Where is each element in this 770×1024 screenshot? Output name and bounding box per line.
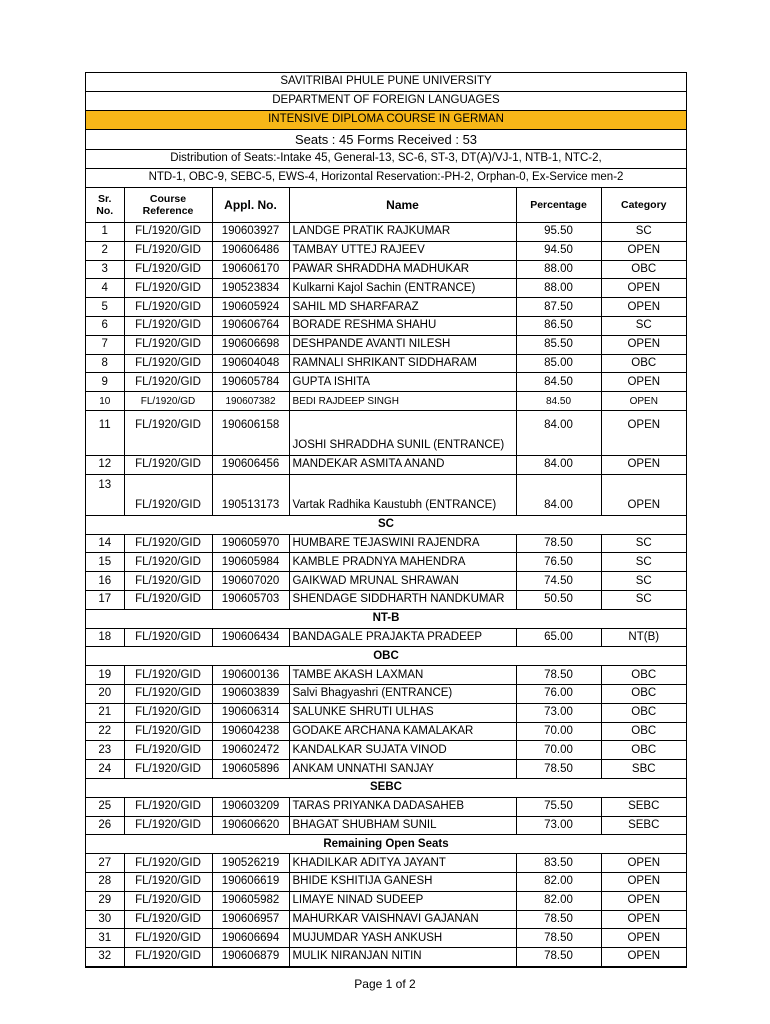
cell-name: HUMBARE TEJASWINI RAJENDRA — [289, 534, 516, 553]
cell-category: SEBC — [601, 797, 686, 816]
cell-percentage: 78.50 — [516, 948, 601, 967]
table-row — [86, 373, 686, 392]
cell-appl-no: 190603927 — [212, 223, 289, 242]
cell-name: GUPTA ISHITA — [289, 373, 516, 392]
cell-percentage: 78.50 — [516, 666, 601, 685]
cell-percentage: 95.50 — [516, 223, 601, 242]
table-row — [86, 590, 686, 609]
cell-sr-no: 18 — [86, 628, 124, 647]
cell-name: DESHPANDE AVANTI NILESH — [289, 335, 516, 354]
section-heading: NT-B — [86, 609, 686, 628]
cell-name: SAHIL MD SHARFARAZ — [289, 298, 516, 317]
cell-sr-no: 28 — [86, 872, 124, 891]
cell-name: MUJUMDAR YASH ANKUSH — [289, 929, 516, 948]
cell-name: KHADILKAR ADITYA JAYANT — [289, 854, 516, 873]
table-row — [86, 241, 686, 260]
cell-name: GODAKE ARCHANA KAMALAKAR — [289, 722, 516, 741]
cell-appl-no: 190526219 — [212, 854, 289, 873]
cell-course-ref: FL/1920/GD — [124, 392, 212, 411]
cell-name: BANDAGALE PRAJAKTA PRADEEP — [289, 628, 516, 647]
cell-percentage: 85.50 — [516, 335, 601, 354]
cell-percentage: 73.00 — [516, 703, 601, 722]
cell-appl-no: 190605703 — [212, 590, 289, 609]
cell-appl-no: 190513173 — [212, 474, 289, 515]
cell-percentage: 82.00 — [516, 891, 601, 910]
cell-name: KANDALKAR SUJATA VINOD — [289, 741, 516, 760]
section-header-row — [86, 835, 686, 854]
cell-category: OPEN — [601, 410, 686, 455]
cell-appl-no: 190606314 — [212, 703, 289, 722]
col-category: Category — [601, 188, 686, 223]
table-row — [86, 722, 686, 741]
cell-name: BHIDE KSHITIJA GANESH — [289, 872, 516, 891]
table-row — [86, 684, 686, 703]
cell-sr-no: 15 — [86, 553, 124, 572]
section-heading: OBC — [86, 647, 686, 666]
cell-course-ref: FL/1920/GID — [124, 260, 212, 279]
cell-percentage: 65.00 — [516, 628, 601, 647]
cell-category: SC — [601, 534, 686, 553]
course-title: INTENSIVE DIPLOMA COURSE IN GERMAN — [86, 111, 686, 130]
cell-course-ref: FL/1920/GID — [124, 534, 212, 553]
cell-name: MAHURKAR VAISHNAVI GAJANAN — [289, 910, 516, 929]
cell-sr-no: 6 — [86, 316, 124, 335]
cell-percentage: 87.50 — [516, 298, 601, 317]
cell-category: SEBC — [601, 816, 686, 835]
cell-percentage: 84.00 — [516, 455, 601, 474]
cell-sr-no: 14 — [86, 534, 124, 553]
section-heading: SEBC — [86, 778, 686, 797]
cell-sr-no: 21 — [86, 703, 124, 722]
cell-appl-no: 190605896 — [212, 760, 289, 779]
cell-course-ref: FL/1920/GID — [124, 684, 212, 703]
cell-category: OPEN — [601, 854, 686, 873]
cell-name: KAMBLE PRADNYA MAHENDRA — [289, 553, 516, 572]
table-row — [86, 223, 686, 242]
cell-course-ref: FL/1920/GID — [124, 948, 212, 967]
page-number: Page 1 of 2 — [354, 977, 416, 991]
cell-percentage: 85.00 — [516, 354, 601, 373]
cell-percentage: 73.00 — [516, 816, 601, 835]
table-row — [86, 628, 686, 647]
cell-name: SHENDAGE SIDDHARTH NANDKUMAR — [289, 590, 516, 609]
cell-course-ref: FL/1920/GID — [124, 929, 212, 948]
cell-course-ref: FL/1920/GID — [124, 410, 212, 455]
cell-name: RAMNALI SHRIKANT SIDDHARAM — [289, 354, 516, 373]
cell-appl-no: 190606158 — [212, 410, 289, 455]
cell-sr-no: 24 — [86, 760, 124, 779]
cell-course-ref: FL/1920/GID — [124, 455, 212, 474]
cell-category: OPEN — [601, 910, 686, 929]
cell-sr-no: 8 — [86, 354, 124, 373]
cell-sr-no: 19 — [86, 666, 124, 685]
cell-course-ref: FL/1920/GID — [124, 572, 212, 591]
cell-name: TAMBAY UTTEJ RAJEEV — [289, 241, 516, 260]
cell-appl-no: 190606879 — [212, 948, 289, 967]
cell-sr-no: 5 — [86, 298, 124, 317]
cell-sr-no: 2 — [86, 241, 124, 260]
cell-category: SC — [601, 553, 686, 572]
cell-name: BEDI RAJDEEP SINGH — [289, 392, 516, 411]
cell-name: MANDEKAR ASMITA ANAND — [289, 455, 516, 474]
cell-name: JOSHI SHRADDHA SUNIL (ENTRANCE) — [289, 410, 516, 455]
cell-name: TARAS PRIYANKA DADASAHEB — [289, 797, 516, 816]
cell-category: SC — [601, 590, 686, 609]
cell-course-ref: FL/1920/GID — [124, 891, 212, 910]
cell-appl-no: 190606698 — [212, 335, 289, 354]
university-title: SAVITRIBAI PHULE PUNE UNIVERSITY — [86, 73, 686, 92]
cell-course-ref: FL/1920/GID — [124, 474, 212, 515]
cell-percentage: 78.50 — [516, 929, 601, 948]
cell-appl-no: 190606694 — [212, 929, 289, 948]
cell-sr-no: 7 — [86, 335, 124, 354]
cell-course-ref: FL/1920/GID — [124, 335, 212, 354]
merit-table — [86, 187, 686, 967]
distribution-line-2: NTD-1, OBC-9, SEBC-5, EWS-4, Horizontal Reservation:-PH-2, Orphan-0, Ex-Service men-2 — [148, 171, 624, 183]
cell-category: OBC — [601, 666, 686, 685]
seats-line: Seats : 45 Forms Received : 53 — [86, 130, 686, 150]
cell-appl-no: 190605924 — [212, 298, 289, 317]
cell-percentage: 50.50 — [516, 590, 601, 609]
section-heading: SC — [86, 515, 686, 534]
cell-percentage: 78.50 — [516, 760, 601, 779]
cell-category: OPEN — [601, 891, 686, 910]
cell-sr-no: 29 — [86, 891, 124, 910]
table-row — [86, 816, 686, 835]
cell-course-ref: FL/1920/GID — [124, 373, 212, 392]
table-row — [86, 260, 686, 279]
cell-course-ref: FL/1920/GID — [124, 241, 212, 260]
table-row — [86, 474, 686, 515]
cell-course-ref: FL/1920/GID — [124, 816, 212, 835]
table-row — [86, 703, 686, 722]
cell-sr-no: 4 — [86, 279, 124, 298]
cell-name: PAWAR SHRADDHA MADHUKAR — [289, 260, 516, 279]
cell-percentage: 88.00 — [516, 260, 601, 279]
cell-course-ref: FL/1920/GID — [124, 354, 212, 373]
cell-category: OPEN — [601, 392, 686, 411]
cell-percentage: 88.00 — [516, 279, 601, 298]
col-percentage: Percentage — [516, 188, 601, 223]
col-course-reference: Course Reference — [124, 188, 212, 223]
cell-category: SC — [601, 223, 686, 242]
table-row — [86, 666, 686, 685]
table-row — [86, 929, 686, 948]
cell-appl-no: 190607382 — [212, 392, 289, 411]
cell-course-ref: FL/1920/GID — [124, 628, 212, 647]
cell-name: Kulkarni Kajol Sachin (ENTRANCE) — [289, 279, 516, 298]
cell-category: OBC — [601, 741, 686, 760]
table-row — [86, 316, 686, 335]
cell-appl-no: 190606434 — [212, 628, 289, 647]
cell-course-ref: FL/1920/GID — [124, 298, 212, 317]
cell-course-ref: FL/1920/GID — [124, 741, 212, 760]
cell-category: OBC — [601, 703, 686, 722]
cell-percentage: 74.50 — [516, 572, 601, 591]
cell-category: OBC — [601, 684, 686, 703]
table-row — [86, 279, 686, 298]
cell-percentage: 84.00 — [516, 410, 601, 455]
cell-appl-no: 190605982 — [212, 891, 289, 910]
cell-category: OBC — [601, 354, 686, 373]
cell-category: OPEN — [601, 335, 686, 354]
cell-sr-no: 31 — [86, 929, 124, 948]
column-header-row — [86, 188, 686, 223]
col-appl-no: Appl. No. — [212, 188, 289, 223]
cell-course-ref: FL/1920/GID — [124, 910, 212, 929]
cell-course-ref: FL/1920/GID — [124, 760, 212, 779]
table-row — [86, 948, 686, 967]
cell-category: OPEN — [601, 241, 686, 260]
cell-percentage: 78.50 — [516, 534, 601, 553]
cell-appl-no: 190606620 — [212, 816, 289, 835]
cell-percentage: 82.00 — [516, 872, 601, 891]
table-row — [86, 335, 686, 354]
cell-name: LANDGE PRATIK RAJKUMAR — [289, 223, 516, 242]
table-row — [86, 741, 686, 760]
cell-category: OPEN — [601, 948, 686, 967]
table-row — [86, 891, 686, 910]
cell-percentage: 78.50 — [516, 910, 601, 929]
cell-appl-no: 190606957 — [212, 910, 289, 929]
cell-sr-no: 1 — [86, 223, 124, 242]
cell-sr-no: 12 — [86, 455, 124, 474]
cell-percentage: 70.00 — [516, 741, 601, 760]
cell-appl-no: 190523834 — [212, 279, 289, 298]
section-header-row — [86, 647, 686, 666]
table-row — [86, 410, 686, 455]
cell-name: LIMAYE NINAD SUDEEP — [289, 891, 516, 910]
cell-category: SBC — [601, 760, 686, 779]
table-row — [86, 553, 686, 572]
section-header-row — [86, 609, 686, 628]
department-title: DEPARTMENT OF FOREIGN LANGUAGES — [86, 92, 686, 111]
cell-appl-no: 190602472 — [212, 741, 289, 760]
cell-name: GAIKWAD MRUNAL SHRAWAN — [289, 572, 516, 591]
table-row — [86, 854, 686, 873]
cell-course-ref: FL/1920/GID — [124, 722, 212, 741]
cell-percentage: 84.50 — [516, 392, 601, 411]
cell-category: OPEN — [601, 373, 686, 392]
table-row — [86, 455, 686, 474]
cell-sr-no: 26 — [86, 816, 124, 835]
table-row — [86, 354, 686, 373]
cell-percentage: 86.50 — [516, 316, 601, 335]
cell-sr-no: 22 — [86, 722, 124, 741]
cell-sr-no: 10 — [86, 392, 124, 411]
cell-appl-no: 190606764 — [212, 316, 289, 335]
cell-category: SC — [601, 316, 686, 335]
cell-category: OPEN — [601, 474, 686, 515]
cell-percentage: 94.50 — [516, 241, 601, 260]
cell-name: MULIK NIRANJAN NITIN — [289, 948, 516, 967]
cell-appl-no: 190603839 — [212, 684, 289, 703]
cell-percentage: 84.50 — [516, 373, 601, 392]
cell-category: OPEN — [601, 455, 686, 474]
cell-appl-no: 190605970 — [212, 534, 289, 553]
cell-appl-no: 190600136 — [212, 666, 289, 685]
cell-percentage: 84.00 — [516, 474, 601, 515]
cell-appl-no: 190606486 — [212, 241, 289, 260]
table-row — [86, 534, 686, 553]
cell-course-ref: FL/1920/GID — [124, 872, 212, 891]
cell-name: BHAGAT SHUBHAM SUNIL — [289, 816, 516, 835]
cell-sr-no: 32 — [86, 948, 124, 967]
cell-appl-no: 190605984 — [212, 553, 289, 572]
cell-category: OPEN — [601, 872, 686, 891]
cell-appl-no: 190606456 — [212, 455, 289, 474]
table-row — [86, 760, 686, 779]
cell-percentage: 70.00 — [516, 722, 601, 741]
cell-course-ref: FL/1920/GID — [124, 553, 212, 572]
cell-sr-no: 20 — [86, 684, 124, 703]
cell-sr-no: 30 — [86, 910, 124, 929]
cell-appl-no: 190606619 — [212, 872, 289, 891]
table-row — [86, 572, 686, 591]
cell-course-ref: FL/1920/GID — [124, 703, 212, 722]
cell-category: OBC — [601, 260, 686, 279]
cell-course-ref: FL/1920/GID — [124, 590, 212, 609]
cell-appl-no: 190607020 — [212, 572, 289, 591]
cell-category: OBC — [601, 722, 686, 741]
cell-course-ref: FL/1920/GID — [124, 279, 212, 298]
distribution-line-1: Distribution of Seats:-Intake 45, General-13, SC-6, ST-3, DT(A)/VJ-1, NTB-1, NTC-2, — [86, 150, 686, 169]
cell-course-ref: FL/1920/GID — [124, 316, 212, 335]
cell-sr-no: 13 — [86, 474, 124, 515]
cell-category: SC — [601, 572, 686, 591]
cell-name: Vartak Radhika Kaustubh (ENTRANCE) — [289, 474, 516, 515]
col-name: Name — [289, 188, 516, 223]
table-row — [86, 298, 686, 317]
cell-course-ref: FL/1920/GID — [124, 797, 212, 816]
cell-appl-no: 190603209 — [212, 797, 289, 816]
section-header-row — [86, 778, 686, 797]
cell-sr-no: 11 — [86, 410, 124, 455]
cell-sr-no: 23 — [86, 741, 124, 760]
cell-percentage: 83.50 — [516, 854, 601, 873]
col-sr-no: Sr. No. — [86, 188, 124, 223]
cell-sr-no: 27 — [86, 854, 124, 873]
cell-appl-no: 190605784 — [212, 373, 289, 392]
cell-name: Salvi Bhagyashri (ENTRANCE) — [289, 684, 516, 703]
table-row — [86, 872, 686, 891]
cell-course-ref: FL/1920/GID — [124, 223, 212, 242]
cell-sr-no: 3 — [86, 260, 124, 279]
cell-appl-no: 190604238 — [212, 722, 289, 741]
cell-sr-no: 16 — [86, 572, 124, 591]
merit-list-sheet — [85, 72, 687, 968]
table-row — [86, 910, 686, 929]
cell-category: NT(B) — [601, 628, 686, 647]
table-row — [86, 392, 686, 411]
cell-percentage: 75.50 — [516, 797, 601, 816]
cell-category: OPEN — [601, 298, 686, 317]
cell-name: BORADE RESHMA SHAHU — [289, 316, 516, 335]
cell-category: OPEN — [601, 279, 686, 298]
section-header-row — [86, 515, 686, 534]
cell-course-ref: FL/1920/GID — [124, 854, 212, 873]
cell-sr-no: 25 — [86, 797, 124, 816]
cell-name: SALUNKE SHRUTI ULHAS — [289, 703, 516, 722]
table-row — [86, 797, 686, 816]
cell-course-ref: FL/1920/GID — [124, 666, 212, 685]
cell-category: OPEN — [601, 929, 686, 948]
cell-sr-no: 9 — [86, 373, 124, 392]
section-heading: Remaining Open Seats — [86, 835, 686, 854]
cell-percentage: 76.00 — [516, 684, 601, 703]
cell-sr-no: 17 — [86, 590, 124, 609]
cell-appl-no: 190606170 — [212, 260, 289, 279]
cell-name: TAMBE AKASH LAXMAN — [289, 666, 516, 685]
cell-percentage: 76.50 — [516, 553, 601, 572]
cell-appl-no: 190604048 — [212, 354, 289, 373]
cell-name: ANKAM UNNATHI SANJAY — [289, 760, 516, 779]
